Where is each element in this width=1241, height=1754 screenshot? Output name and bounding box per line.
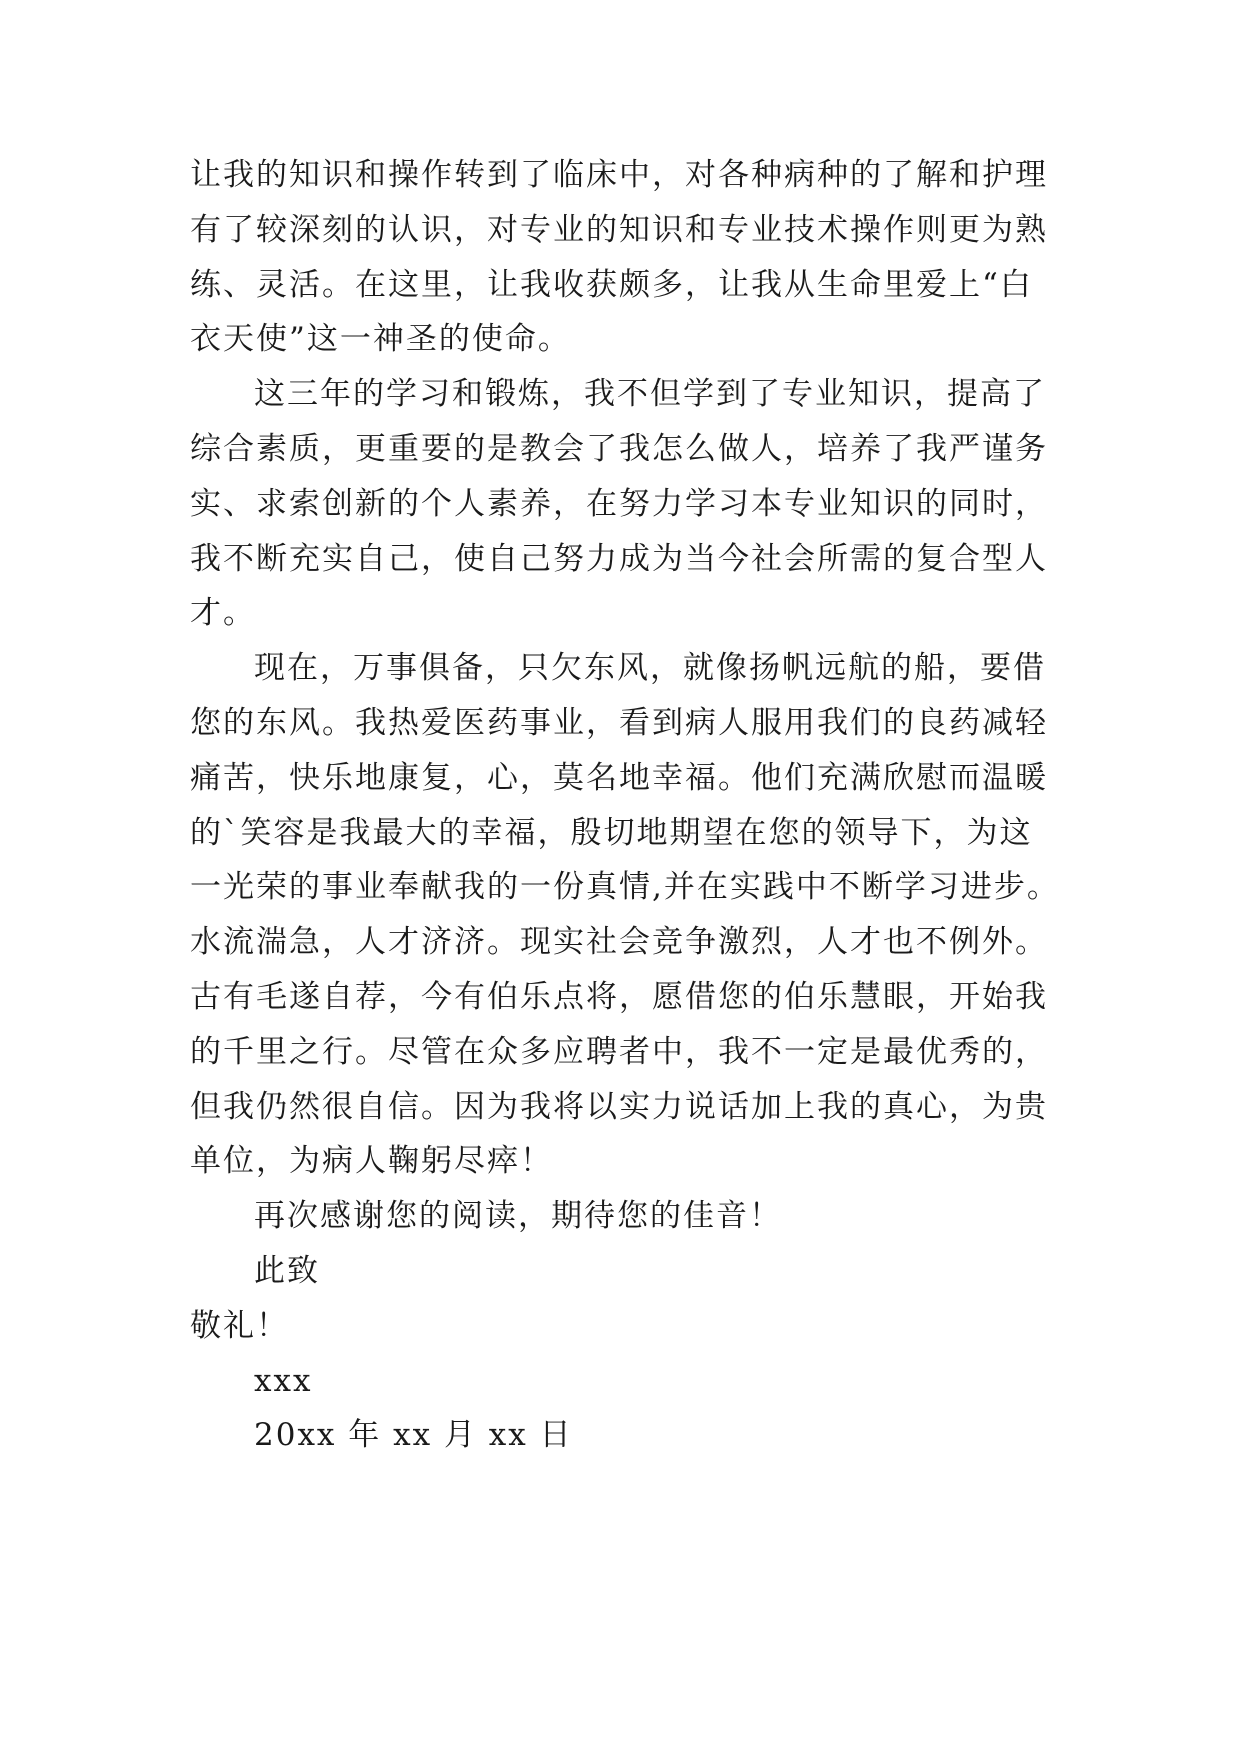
text-line: 衣天使”这一神圣的使命。 xyxy=(190,321,571,357)
text-line: 让我的知识和操作转到了临床中，对各种病种的了解和护理 xyxy=(190,157,1048,193)
text-line: 练、灵活。在这里，让我收获颇多，让我从生命里爱上“白 xyxy=(190,267,1033,303)
text-line: 但我仍然很自信。因为我将以实力说话加上我的真心，为贵 xyxy=(190,1089,1048,1125)
text-line: 实、求索创新的个人素养，在努力学习本专业知识的同时， xyxy=(190,486,1048,522)
paragraph-start-line: 这三年的学习和锻炼，我不但学到了专业知识，提高了 xyxy=(254,376,1046,412)
text-line: 痛苦，快乐地康复，心，莫名地幸福。他们充满欣慰而温暖 xyxy=(190,760,1048,796)
closing-thanks-line: 再次感谢您的阅读，期待您的佳音！ xyxy=(254,1198,782,1234)
text-line: 水流湍急，人才济济。现实社会竞争激烈，人才也不例外。 xyxy=(190,924,1048,960)
text-line: 的千里之行。尽管在众多应聘者中，我不一定是最优秀的， xyxy=(190,1034,1048,1070)
signature-date: 20xx 年 xx 月 xx 日 xyxy=(254,1417,573,1453)
text-line: 单位，为病人鞠躬尽瘁！ xyxy=(190,1143,553,1179)
text-line: 综合素质，更重要的是教会了我怎么做人，培养了我严谨务 xyxy=(190,431,1048,467)
signature-name: xxx xyxy=(254,1363,313,1399)
paragraph-start-line: 现在，万事俱备，只欠东风，就像扬帆远航的船，要借 xyxy=(254,650,1046,686)
salutation-regards: 敬礼！ xyxy=(190,1308,289,1344)
text-line: 您的东风。我热爱医药事业，看到病人服用我们的良药减轻 xyxy=(190,705,1048,741)
text-line: 有了较深刻的认识，对专业的知识和专业技术操作则更为熟 xyxy=(190,212,1048,248)
text-line: 的`笑容是我最大的幸福，殷切地期望在您的领导下，为这 xyxy=(190,815,1033,851)
text-line: 才。 xyxy=(190,595,256,631)
text-line: 一光荣的事业奉献我的一份真情,并在实践中不断学习进步。 xyxy=(190,869,1060,905)
text-line: 我不断充实自己，使自己努力成为当今社会所需的复合型人 xyxy=(190,541,1048,577)
text-line: 古有毛遂自荐，今有伯乐点将，愿借您的伯乐慧眼，开始我 xyxy=(190,979,1048,1015)
salutation-line: 此致 xyxy=(254,1253,320,1289)
